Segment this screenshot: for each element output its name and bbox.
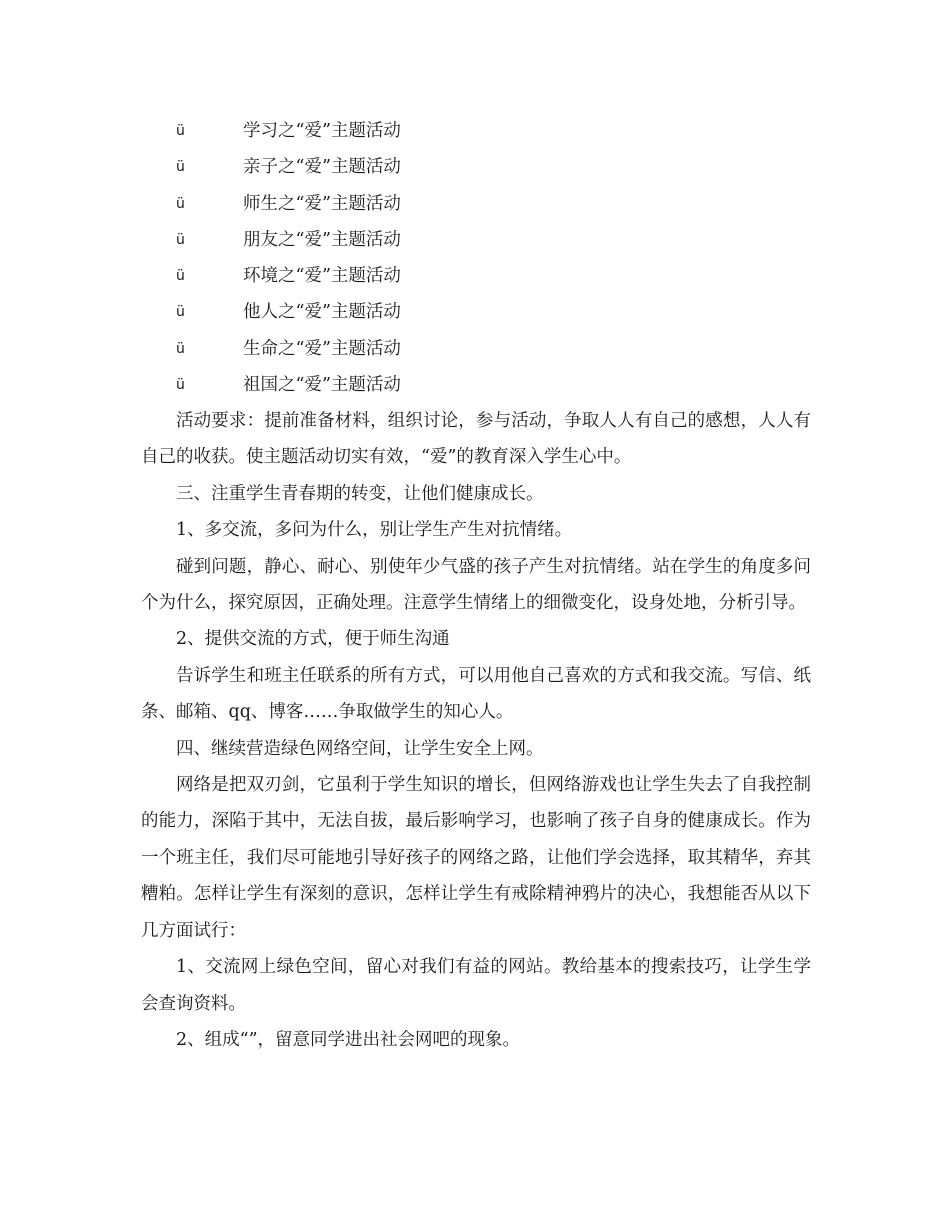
activity-requirements-paragraph: 活动要求：提前准备材料，组织讨论，参与活动，争取人人有自己的感想，人人有自己的收获。使主题活动切实有效，“爱”的教育深入学生心中。: [141, 411, 811, 468]
bullet-text: 学习之“爱”主题活动: [243, 121, 401, 141]
activity-bullet-list: [0, 113, 950, 403]
bullet-item: [0, 294, 950, 330]
bullet-text: 师生之“爱”主题活动: [243, 193, 401, 214]
subheading-communicate-more: 1、多交流，多问为什么，别让学生产生对抗情绪。: [176, 520, 573, 541]
bullet-item: [0, 149, 950, 185]
bullet-check-icon: ü: [176, 195, 185, 212]
list-item-monitor-internet-cafe: 2、组成“”，留意同学进出社会网吧的现象。: [176, 1029, 521, 1050]
bullet-check-icon: ü: [176, 304, 185, 321]
bullet-text: 亲子之“爱”主题活动: [243, 157, 401, 178]
bullet-item: [0, 367, 950, 403]
paragraph-contact-methods: 告诉学生和班主任联系的所有方式，可以用他自己喜欢的方式和我交流。写信、纸条、邮箱、qq、博客……争取做学生的知心人。: [141, 665, 811, 723]
body-text: [141, 403, 811, 1058]
paragraph-network-double-edged: 网络是把双刃剑，它虽利于学生知识的增长，但网络游戏也让学生失去了自我控制的能力，深陷于其中，无法自拔，最后影响学习，也影响了孩子自身的健康成长。作为一个班主任，我们尽可能地引导好孩子的网络之路，让他们学会选择，取其精华，弃其糟粕。怎样让学生有深刻的意识，怎样让学生有戒除精神鸦片的决心，我想能否从以下几方面试行：: [141, 775, 811, 941]
bullet-check-icon: ü: [176, 340, 185, 357]
bullet-item: [0, 113, 950, 149]
bullet-check-icon: ü: [176, 231, 185, 248]
bullet-text: 祖国之“爱”主题活动: [243, 375, 401, 396]
bullet-item: [0, 222, 950, 258]
bullet-check-icon: ü: [176, 159, 185, 176]
bullet-text: 环境之“爱”主题活动: [243, 266, 401, 287]
bullet-text: 生命之“爱”主题活动: [243, 338, 401, 359]
bullet-item: [0, 186, 950, 222]
bullet-check-icon: ü: [176, 377, 185, 394]
bullet-item: [0, 331, 950, 367]
bullet-check-icon: ü: [176, 123, 185, 139]
bullet-item: [0, 258, 950, 294]
bullet-check-icon: ü: [176, 268, 185, 285]
list-item-green-space: 1、交流网上绿色空间，留心对我们有益的网站。教给基本的搜索技巧，让学生学会查询资料。: [141, 957, 811, 1014]
section-heading-green-network: 四、继续营造绿色网络空间，让学生安全上网。: [176, 738, 544, 759]
bullet-text: 朋友之“爱”主题活动: [243, 229, 401, 250]
subheading-communication-methods: 2、提供交流的方式，便于师生沟通: [176, 629, 450, 650]
paragraph-handle-problems: 碰到问题，静心、耐心、别使年少气盛的孩子产生对抗情绪。站在学生的角度多问个为什么，探究原因，正确处理。注意学生情绪上的细微变化，设身处地，分析引导。: [141, 556, 811, 614]
bullet-text: 他人之“爱”主题活动: [243, 302, 401, 323]
section-heading-adolescence: 三、注重学生青春期的转变，让他们健康成长。: [176, 483, 544, 504]
